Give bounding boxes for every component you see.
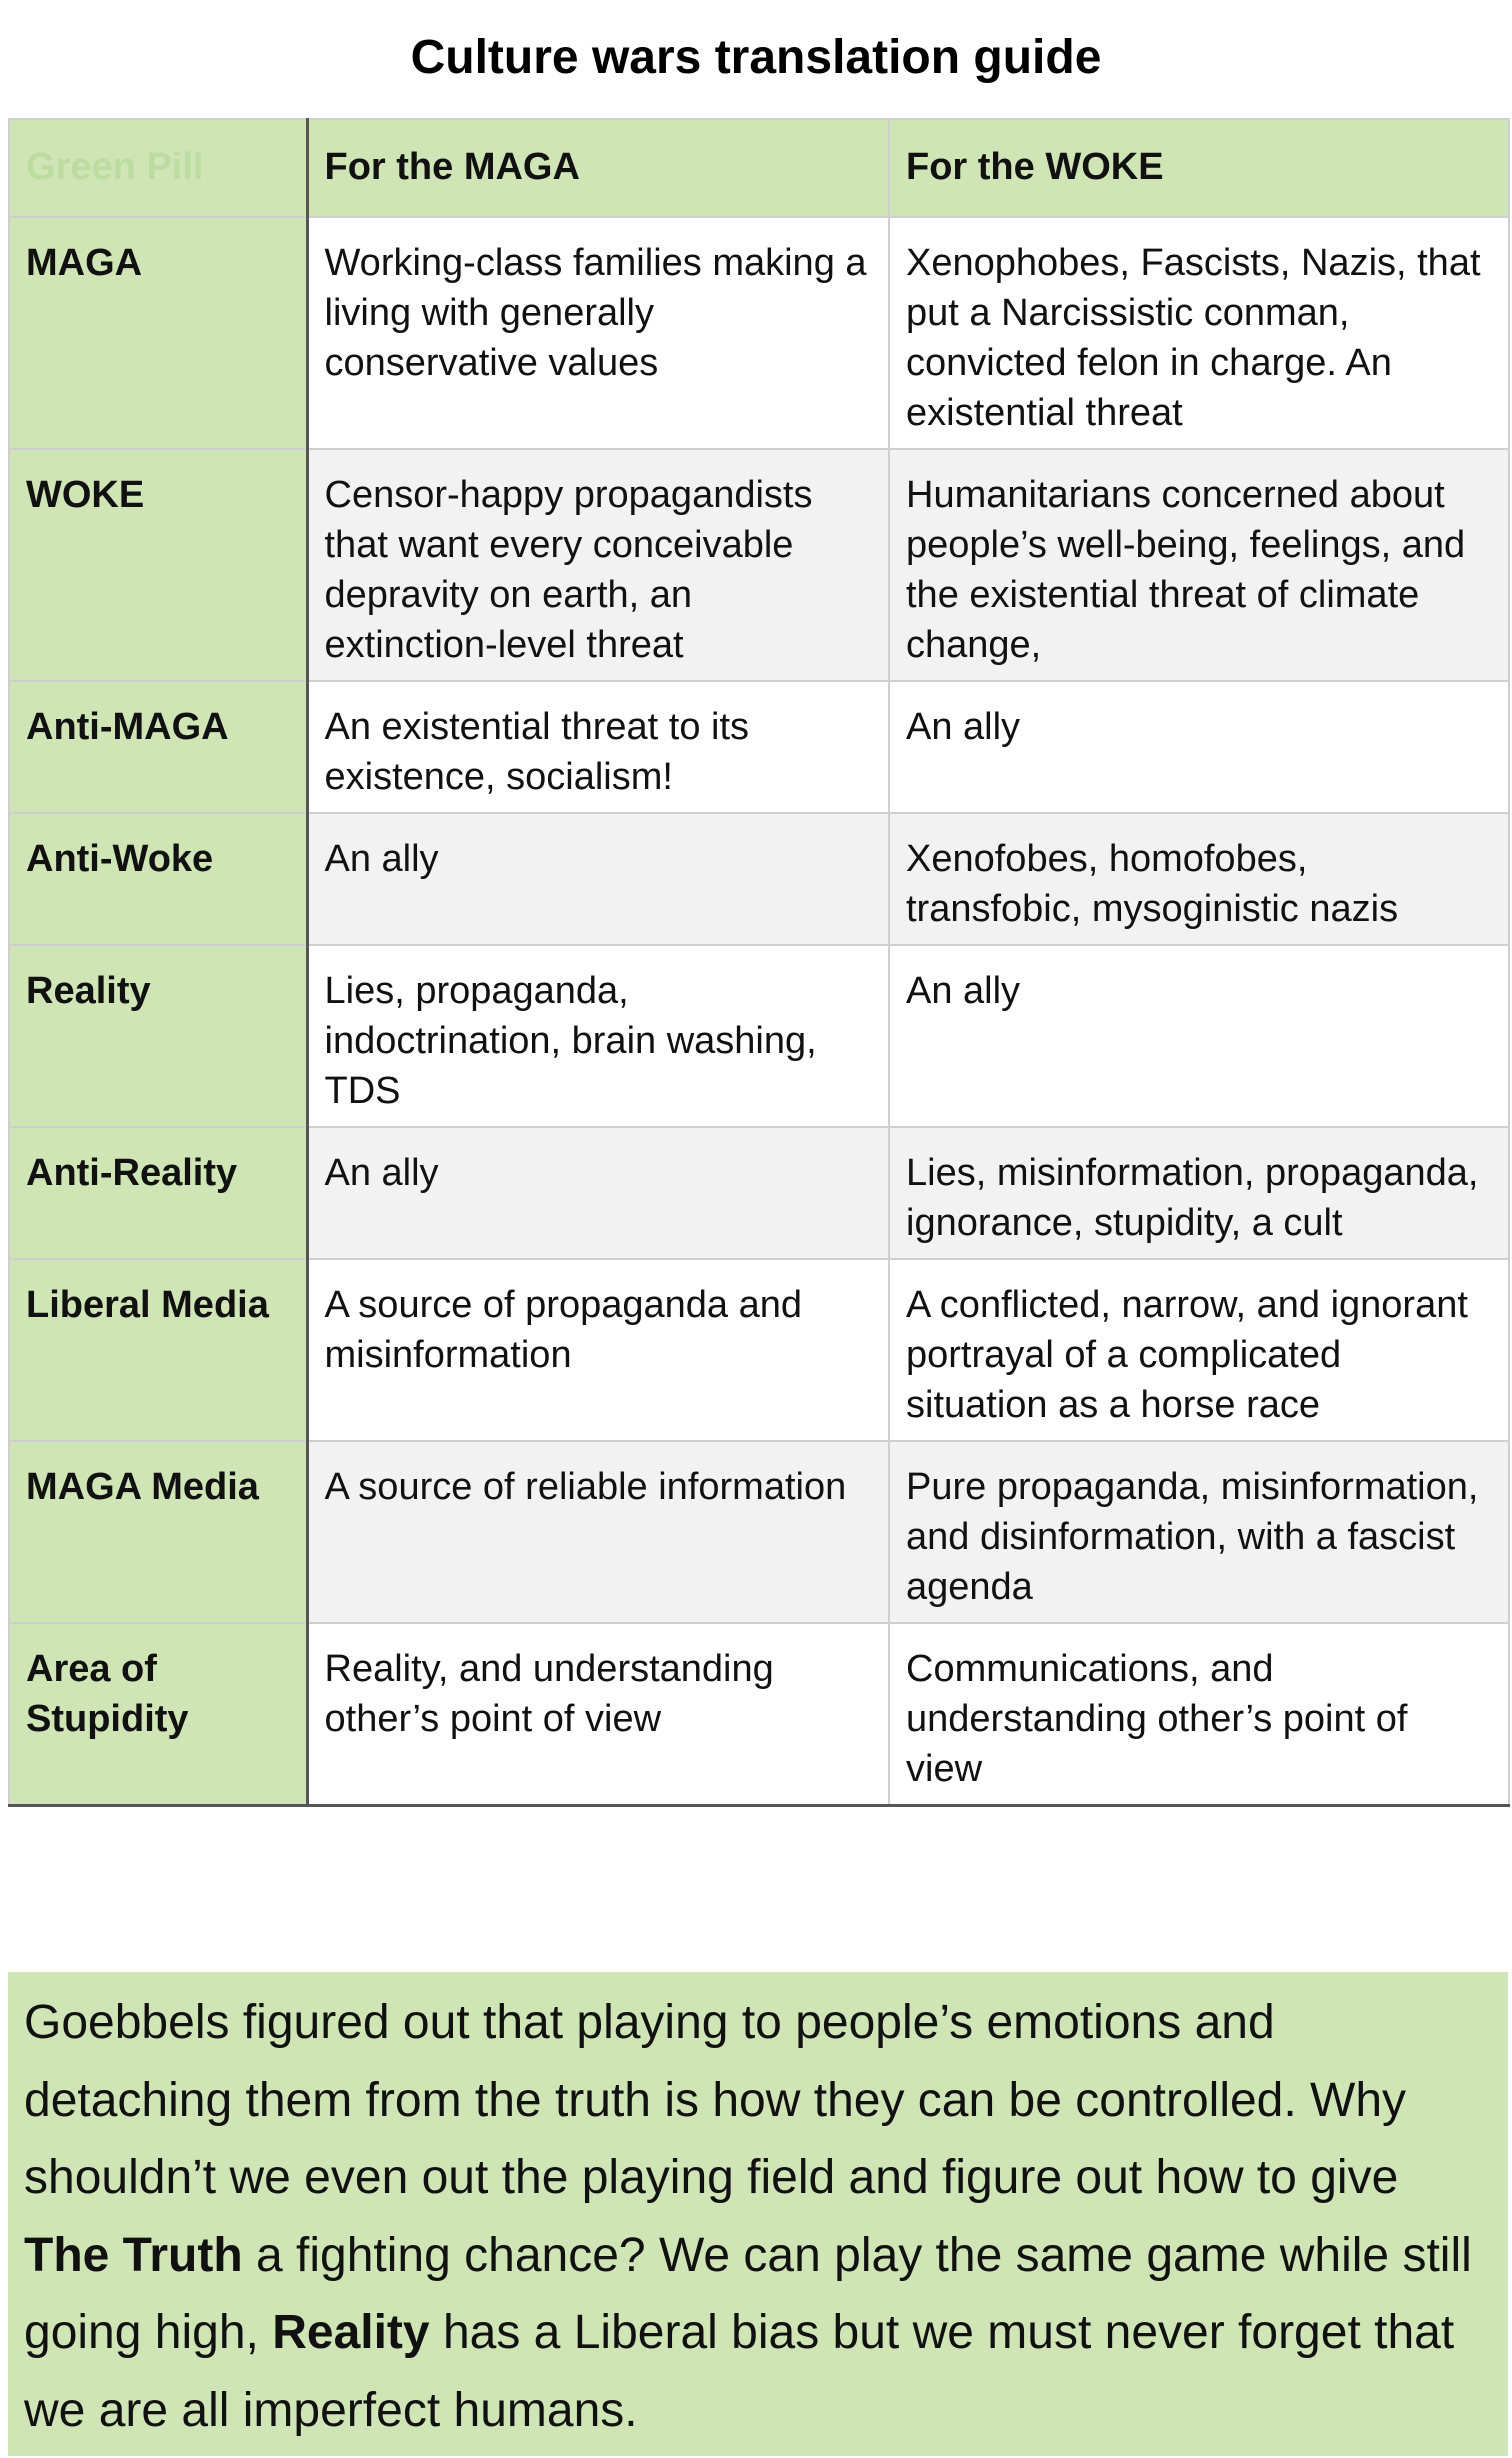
header-corner-cell: Green Pill [9, 119, 307, 217]
table-header-row [9, 119, 1509, 217]
table-row [9, 945, 1509, 1127]
maga-cell: An existential threat to its existence, socialism! [307, 681, 889, 813]
table-row [9, 217, 1509, 449]
note-text: a fighting chance? We can play the same game while still going high, [24, 2228, 1472, 2359]
row-label: Area of Stupidity [9, 1623, 307, 1806]
maga-cell: An ally [307, 1127, 889, 1259]
page-title: Culture wars translation guide [410, 31, 1102, 84]
table-row [9, 1127, 1509, 1259]
woke-cell: Xenophobes, Fascists, Nazis, that put a Narcissistic conman, convicted felon in charge. An existential threat [889, 217, 1509, 449]
table-row [9, 449, 1509, 681]
table-row [9, 1441, 1509, 1623]
woke-cell: Communications, and understanding other’s point of view [889, 1623, 1509, 1806]
commentary-note [8, 1972, 1508, 2456]
maga-cell: Lies, propaganda, indoctrination, brain washing, TDS [307, 945, 889, 1127]
maga-cell: Reality, and understanding other’s point of view [307, 1623, 889, 1806]
maga-cell: A source of reliable information [307, 1441, 889, 1623]
row-label: MAGA Media [9, 1441, 307, 1623]
maga-cell: A source of propaganda and misinformation [307, 1259, 889, 1441]
translation-table [8, 118, 1510, 1807]
header-woke: For the WOKE [889, 119, 1509, 217]
table-row [9, 1623, 1509, 1806]
row-label: WOKE [9, 449, 307, 681]
row-label: Anti-Reality [9, 1127, 307, 1259]
note-bold-reality: Reality [272, 2306, 430, 2359]
table-row [9, 813, 1509, 945]
note-text: has a Liberal bias but we must never forget that we are all imperfect humans. [24, 2306, 1455, 2437]
woke-cell: Lies, misinformation, propaganda, ignorance, stupidity, a cult [889, 1127, 1509, 1259]
table-row [9, 681, 1509, 813]
row-label: Liberal Media [9, 1259, 307, 1441]
note-text: Goebbels figured out that playing to people’s emotions and detaching them from the truth is how they can be controlled. Why shouldn’t we even out the playing field and figure out how to give [24, 1996, 1407, 2204]
woke-cell: Pure propaganda, misinformation, and disinformation, with a fascist agenda [889, 1441, 1509, 1623]
woke-cell: A conflicted, narrow, and ignorant portrayal of a complicated situation as a horse race [889, 1259, 1509, 1441]
header-maga: For the MAGA [307, 119, 889, 217]
woke-cell: Xenofobes, homofobes, transfobic, mysoginistic nazis [889, 813, 1509, 945]
note-bold-truth: The Truth [24, 2228, 243, 2282]
woke-cell: An ally [889, 945, 1509, 1127]
row-label: Reality [9, 945, 307, 1127]
maga-cell: An ally [307, 813, 889, 945]
row-label: Anti-Woke [9, 813, 307, 945]
row-label: MAGA [9, 217, 307, 449]
maga-cell: Censor-happy propagandists that want every conceivable depravity on earth, an extinction-level threat [307, 449, 889, 681]
woke-cell: Humanitarians concerned about people’s well-being, feelings, and the existential threat of climate change, [889, 449, 1509, 681]
row-label: Anti-MAGA [9, 681, 307, 813]
maga-cell: Working-class families making a living with generally conservative values [307, 217, 889, 449]
woke-cell: An ally [889, 681, 1509, 813]
table-row [9, 1259, 1509, 1441]
